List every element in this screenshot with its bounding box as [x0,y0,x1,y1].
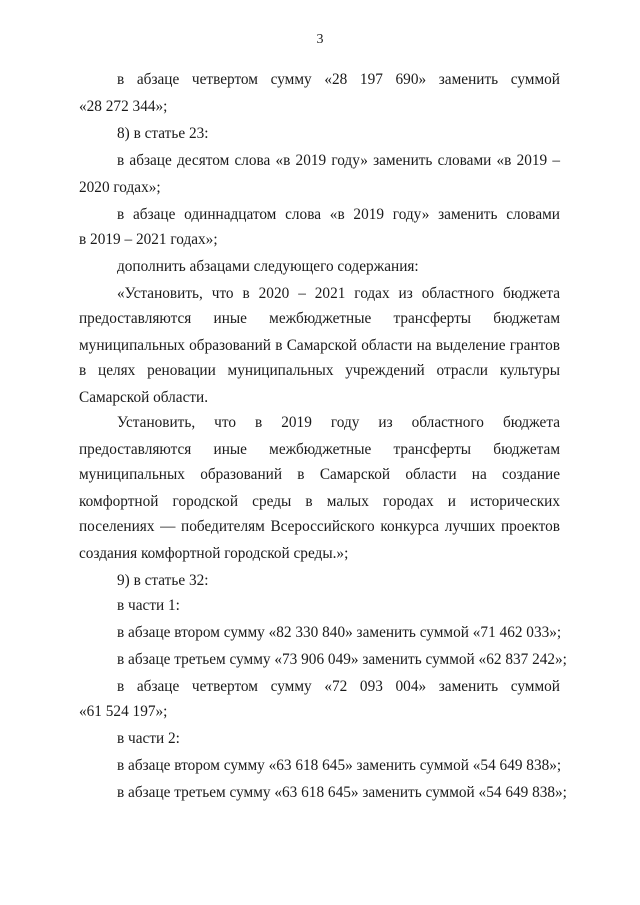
text-line: в абзаце четвертом сумму «28 197 690» заменить суммой [117,71,560,88]
text-line: в абзаце десятом слова «в 2019 году» заменить словами «в 2019 – [117,152,560,169]
text-line: в абзаце втором сумму «63 618 645» заменить суммой «54 649 838»; [117,757,562,774]
text-line: предоставляются иные межбюджетные трансферты бюджетам [79,310,560,327]
text-line: поселениях — победителям Всероссийского конкурса лучших проектов [79,518,560,535]
text-line: дополнить абзацами следующего содержания: [117,258,419,275]
text-line: в абзаце втором сумму «82 330 840» заменить суммой «71 462 033»; [117,624,562,641]
text-line: Установить, что в 2019 году из областного бюджета [117,414,560,431]
text-line: «28 272 344»; [79,98,168,115]
text-line: 9) в статье 32: [117,572,209,589]
text-line: создания комфортной городской среды.»; [79,545,349,562]
text-line: 2020 годах»; [79,179,161,196]
text-line: в части 2: [117,730,180,747]
text-line: в абзаце третьем сумму «63 618 645» заменить суммой «54 649 838»; [117,784,567,801]
text-line: в абзаце одиннадцатом слова «в 2019 году» заменить словами [117,206,560,223]
text-line: в целях реновации муниципальных учреждений отрасли культуры [79,362,560,379]
text-line: Самарской области. [79,389,209,406]
text-line: комфортной городской среды в малых городах и исторических [79,493,560,510]
text-line: в абзаце третьем сумму «73 906 049» заменить суммой «62 837 242»; [117,651,567,668]
page-number: 3 [316,32,324,47]
text-line: 8) в статье 23: [117,125,209,142]
text-line: муниципальных образований в Самарской области на создание [79,466,560,483]
text-line: «Установить, что в 2020 – 2021 годах из областного бюджета [117,285,560,302]
text-line: в 2019 – 2021 годах»; [79,231,218,248]
text-line: предоставляются иные межбюджетные трансферты бюджетам [79,441,560,458]
text-line: «61 524 197»; [79,703,168,720]
text-line: муниципальных образований в Самарской области на выделение грантов [79,337,560,354]
text-line: в абзаце четвертом сумму «72 093 004» заменить суммой [117,678,560,695]
text-line: в части 1: [117,597,180,614]
